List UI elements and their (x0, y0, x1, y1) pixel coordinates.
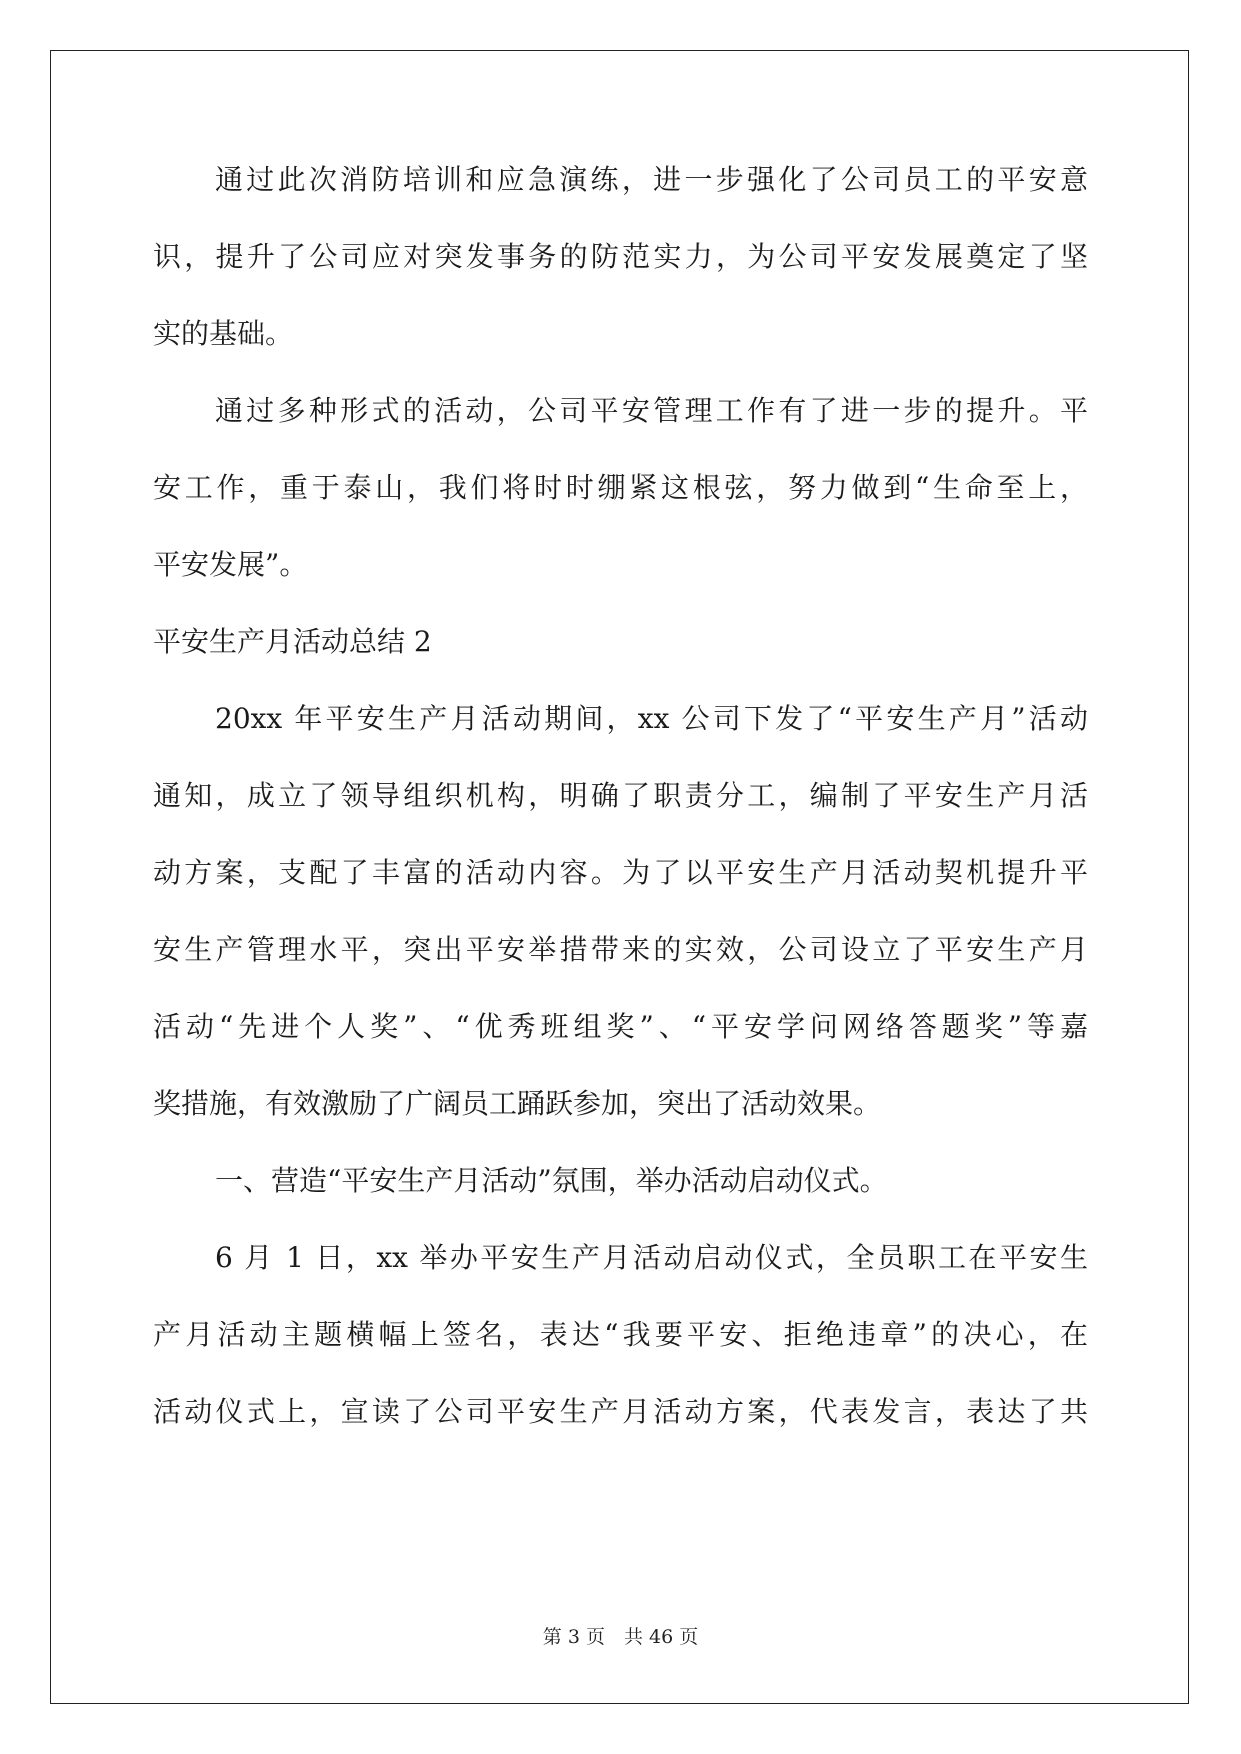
text-line: 实的基础。 (153, 317, 294, 350)
text-line: 一、营造“平安生产月活动”氛围，举办活动启动仪式。 (215, 1164, 888, 1197)
text-line: 通知，成立了领导组织机构，明确了职责分工，编制了平安生产月活 (153, 779, 1088, 812)
text-line: 通过多种形式的活动，公司平安管理工作有了进一步的提升。平 (215, 394, 1088, 427)
section-heading: 平安生产月活动总结 2 (153, 625, 432, 658)
page-number-footer: 第 3 页 共 46 页 (542, 1626, 699, 1648)
text-line: 动方案，支配了丰富的活动内容。为了以平安生产月活动契机提升平 (153, 856, 1088, 889)
text-line: 通过此次消防培训和应急演练，进一步强化了公司员工的平安意 (215, 163, 1088, 196)
text-line: 识，提升了公司应对突发事务的防范实力，为公司平安发展奠定了坚 (153, 240, 1088, 273)
text-line: 活动“先进个人奖”、“优秀班组奖”、“平安学问网络答题奖”等嘉 (153, 1010, 1088, 1043)
text-line: 活动仪式上，宣读了公司平安生产月活动方案，代表发言，表达了共 (153, 1395, 1088, 1428)
text-line: 20xx 年平安生产月活动期间，xx 公司下发了“平安生产月”活动 (215, 702, 1088, 735)
text-line: 安生产管理水平，突出平安举措带来的实效，公司设立了平安生产月 (153, 933, 1088, 966)
text-line: 平安发展”。 (153, 548, 308, 581)
text-line: 6 月 1 日，xx 举办平安生产月活动启动仪式，全员职工在平安生 (215, 1241, 1088, 1274)
text-line: 产月活动主题横幅上签名，表达“我要平安、拒绝违章”的决心，在 (153, 1318, 1088, 1351)
document-body (153, 162, 1088, 1471)
text-line: 奖措施，有效激励了广阔员工踊跃参加，突出了活动效果。 (153, 1087, 882, 1120)
text-line: 安工作，重于泰山，我们将时时绷紧这根弦，努力做到“生命至上， (153, 471, 1088, 504)
